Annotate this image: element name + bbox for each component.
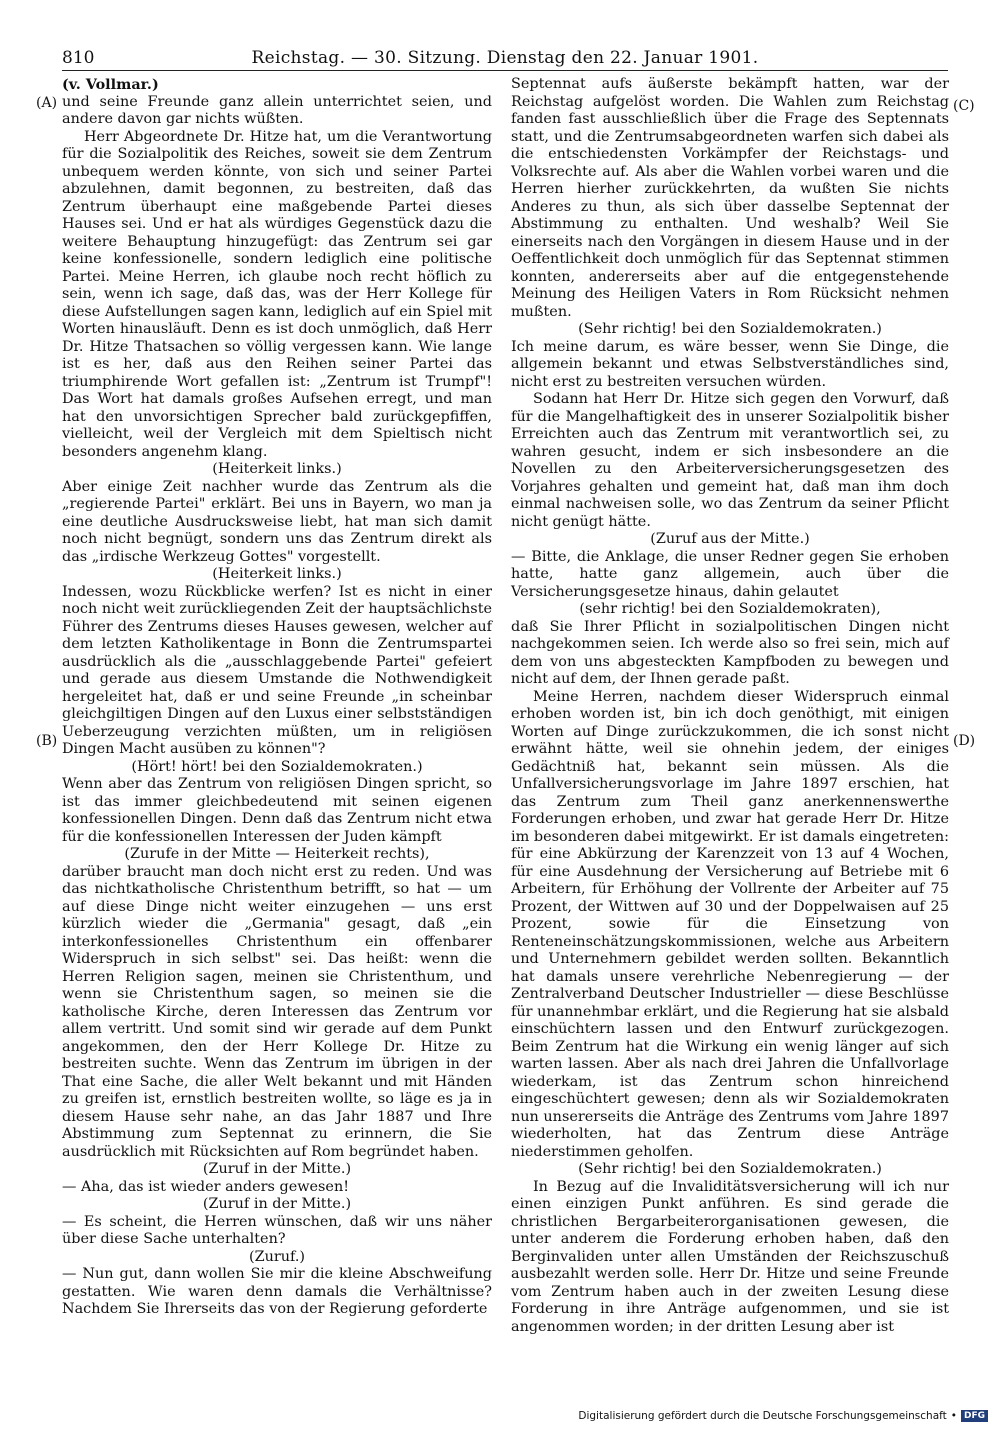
- paragraph: Herr Abgeordnete Dr. Hitze hat, um die Verantwortung für die Sozialpolitik des Reiches, soweit sie dem Zentrum unbequem werden könnte, von sich und seiner Partei abzulehnen, damit begonnen, zu bestreiten, daß das Zentrum überhaupt eine maßgebende Partei dieses Hauses sei. Und er hat als würdiges Gegenstück dazu die weitere Behauptung hinzugefügt: das Zentrum sei gar keine konfessionelle, sondern lediglich eine politische Partei. Meine Herren, ich glaube noch recht höflich zu sein, wenn ich sage, daß das, was der Herr Kollege für diese Aufstellungen sagen kann, lediglich auf ein Spiel mit Worten hinausläuft. Denn es ist doch unmöglich, daß Herr Dr. Hitze Thatsachen so völlig vergessen kann. Wie lange ist es her, daß aus den Reihen seiner Partei das triumphirende Wort gefallen ist: „Zentrum ist Trumpf"! Das Wort hat damals großes Aufsehen erregt, und man hat den unvorsichtigen Sprecher bald zurückgepfiffen, vielleicht, weil der Vergleich mit dem Spieltisch nicht besonders angenehm klang.: [62, 128, 492, 460]
- left-column: [62, 76, 492, 1319]
- speaker-label: (v. Vollmar.): [62, 76, 159, 93]
- paragraph: Aber einige Zeit nachher wurde das Zentrum als die „regierende Partei" erklärt. Bei uns in Bayern, wo man ja eine deutliche Ausdrucksweise liebt, hat man sich damit noch nicht begnügt, sondern uns das Zentrum direkt als das „irdische Werkzeug Gottes" vorgestellt.: [62, 478, 492, 565]
- paragraph: — Es scheint, die Herren wünschen, daß wir uns näher über diese Sache unterhalten?: [62, 1213, 492, 1247]
- paragraph: und seine Freunde ganz allein unterrichtet seien, und andere davon gar nichts wüßten.: [62, 93, 492, 127]
- interjection: (Sehr richtig! bei den Sozialdemokraten.): [578, 1161, 882, 1177]
- margin-marker-d: (D): [953, 733, 976, 749]
- margin-marker-b: (B): [36, 733, 58, 749]
- paragraph: In Bezug auf die Invaliditätsversicherung will ich nur einen einzigen Punkt anführen. Es sind gerade die christlichen Bergarbeiterorganisationen gewesen, die unter anderem die Forderung erhoben haben, daß den Berginvaliden unter allen Umständen der Reichszuschuß ausbezahlt werden solle. Herr Dr. Hitze und seine Freunde vom Zentrum haben auch in der zweiten Lesung diese Forderung in ihre Anträge aufgenommen, und sie ist angenommen worden; in der dritten Lesung aber ist: [511, 1178, 949, 1335]
- interjection: (Zuruf aus der Mitte.): [650, 531, 810, 547]
- interjection: (Zurufe in der Mitte — Heiterkeit rechts),: [124, 846, 430, 862]
- header-rule: [62, 70, 948, 71]
- right-column: [511, 76, 949, 1336]
- margin-marker-c: (C): [953, 98, 975, 114]
- dfg-logo: DFG: [961, 1410, 988, 1422]
- paragraph: Septennat aufs äußerste bekämpft hatten, war der Reichstag aufgelöst worden. Die Wahlen zum Reichstag fanden fast ausschließlich über die Frage des Septennats statt, und die Zentrumsabgeordneten warfen sich dabei als die entschiedensten Vorkämpfer der Reichstags- und Volksrechte auf. Als aber die Wahlen vorbei waren und die Herren hierher zurückkehrten, da wußten Sie nichts Anderes zu thun, als sich über dasselbe Septennat der Abstimmung zu enthalten. Und weshalb? Weil Sie einerseits nach den Vorgängen in diesem Hause und in der Oeffentlichkeit doch unmöglich für das Septennat stimmen konnten, andererseits aber auf die entgegenstehende Meinung des Heiligen Vaters in Rom Rücksicht nehmen mußten.: [511, 76, 949, 320]
- paragraph: — Aha, das ist wieder anders gewesen!: [62, 1178, 349, 1195]
- interjection: (Heiterkeit links.): [212, 566, 342, 582]
- page-title: Reichstag. — 30. Sitzung. Dienstag den 22. Januar 1901.: [251, 48, 759, 68]
- paragraph: Ich meine darum, es wäre besser, wenn Sie Dinge, die allgemein bekannt und etwas Selbstverständliches sind, nicht erst zu bestreiten versuchen würden.: [511, 338, 949, 390]
- interjection: (Zuruf.): [248, 1248, 306, 1265]
- paragraph: Indessen, wozu Rückblicke werfen? Ist es nicht in einer noch nicht weit zurückliegenden Zeit der hauptsächlichste Führer des Zentrums dieses Hauses gewesen, welcher auf dem letzten Katholikentage in Bonn die Zentrumspartei ausdrücklich als die „ausschlaggebende Partei" gefeiert und gerade aus diesem Umstande die Nothwendigkeit hergeleitet hat, daß er und seine Freunde „in scheinbar gleichgiltigen Dingen auf den Luxus einer selbstständigen Ueberzeugung verzichten müßten, um in religiösen Dingen Macht ausüben zu können"?: [62, 583, 492, 757]
- interjection: (sehr richtig! bei den Sozialdemokraten),: [579, 601, 881, 617]
- margin-marker-a: (A): [36, 95, 58, 111]
- interjection: (Sehr richtig! bei den Sozialdemokraten.): [578, 321, 882, 337]
- interjection: (Zuruf in der Mitte.): [202, 1161, 352, 1177]
- page-number: 810: [62, 48, 95, 68]
- paragraph: Sodann hat Herr Dr. Hitze sich gegen den Vorwurf, daß für die Mangelhaftigkeit des in unserer Sozialpolitik bisher Erreichten auch das Zentrum mit verantwortlich sei, zu wahren gesucht, indem er sich insbesondere an die Novellen zu den Arbeiterversicherungsgesetzen des Vorjahres gehalten und gemeint hat, daß man ihm doch einmal nachweisen solle, wo das Zentrum da seiner Pflicht nicht genügt hätte.: [511, 391, 949, 530]
- paragraph: Wenn aber das Zentrum von religiösen Dingen spricht, so ist das immer gleichbedeutend mit seinen eigenen konfessionellen Dingen. Denn daß das Zentrum nicht etwa für die konfessionellen Interessen der Juden kämpft: [62, 776, 492, 845]
- paragraph: — Bitte, die Anklage, die unser Redner gegen Sie erhoben hatte, hatte ganz allgemein, auch über die Versicherungsgesetze hinaus, dahin gelautet: [511, 548, 949, 600]
- paragraph: darüber braucht man doch nicht erst zu reden. Und was das nichtkatholische Christenthum betrifft, so hat — um auf diese Dinge nicht weiter einzugehen — uns erst kürzlich wieder die „Germania" gesagt, daß „ein interkonfessionelles Christenthum ein offenbarer Widerspruch in sich selbst" sei. Das heißt: wenn die Herren Religion sagen, meinen sie Christenthum, und wenn sie Christenthum sagen, so meinen sie die katholische Kirche, deren Interessen das Zentrum vor allem vertritt. Und somit sind wir gerade auf dem Punkt angekommen, den der Herr Kollege Dr. Hitze zu bestreiten suchte. Wenn das Zentrum im übrigen in der That eine Sache, die aller Welt bekannt und mit Händen zu greifen ist, ernstlich bestreiten wollte, so läge es ja in diesem Hause sehr nahe, an das Jahr 1887 und Ihre Abstimmung zum Septennat zu erinnern, die Sie ausdrücklich mit Rücksichten auf Rom begründet haben.: [62, 863, 492, 1160]
- interjection: (Hört! hört! bei den Sozialdemokraten.): [131, 758, 423, 775]
- footer-text: Digitalisierung gefördert durch die Deutsche Forschungsgemeinschaft: [578, 1410, 947, 1422]
- paragraph: daß Sie Ihrer Pflicht in sozialpolitischen Dingen nicht nachgekommen seien. Ich werde also so frei sein, mich auf dem von uns abgesteckten Kampfboden zu bewegen und nicht auf dem, der Ihnen gerade paßt.: [511, 618, 949, 687]
- interjection: (Heiterkeit links.): [212, 461, 342, 477]
- paragraph: — Nun gut, dann wollen Sie mir die kleine Abschweifung gestatten. Wie waren denn damals die Verhältnisse? Nachdem Sie Ihrerseits das von der Regierung geforderte: [62, 1266, 492, 1317]
- footer-separator: •: [950, 1410, 957, 1422]
- footer-credit: [578, 1410, 988, 1422]
- paragraph: Meine Herren, nachdem dieser Widerspruch einmal erhoben worden ist, bin ich doch genöthigt, mit einigen Worten auf Dinge zurückzukommen, die ich sonst nicht erwähnt hätte, weil sie ohnehin jedem, der einiges Gedächtniß hat, bekannt sein müssen. Als die Unfallversicherungsvorlage im Jahre 1897 erschien, hat das Zentrum zum Theil ganz anerkennenswerthe Forderungen erhoben, und zwar hat gerade Herr Dr. Hitze im besonderen dabei mitgewirkt. Er ist damals eingetreten: für eine Abkürzung der Karenzzeit von 13 auf 4 Wochen, für eine Ausdehnung der Versicherung auf Betriebe mit 6 Arbeitern, für Erhöhung der Vollrente der Arbeiter auf 75 Prozent, der Wittwen auf 30 und der Doppelwaisen auf 25 Prozent, sowie für die Einsetzung von Renteneinschätzungskommissionen, welche aus Arbeitern und Unternehmern gebildet werden sollten. Bekanntlich hat damals unsere verehrliche Nebenregierung — der Zentralverband Deutscher Industrieller — diese Beschlüsse für unannehmbar erklärt, und die Regierung hat sie alsbald einschüchtern lassen und den Entwurf zurückgezogen. Beim Zentrum hat die Wirkung ein wenig länger auf sich warten lassen. Aber als nach drei Jahren die Unfallvorlage wiederkam, ist das Zentrum schon hinreichend eingeschüchtert gewesen; denn als wir Sozialdemokraten nun unsererseits die Anträge des Zentrums vom Jahre 1897 wiederholten, hat das Zentrum diese Anträge niederstimmen geholfen.: [511, 688, 949, 1160]
- interjection: (Zuruf in der Mitte.): [202, 1196, 352, 1212]
